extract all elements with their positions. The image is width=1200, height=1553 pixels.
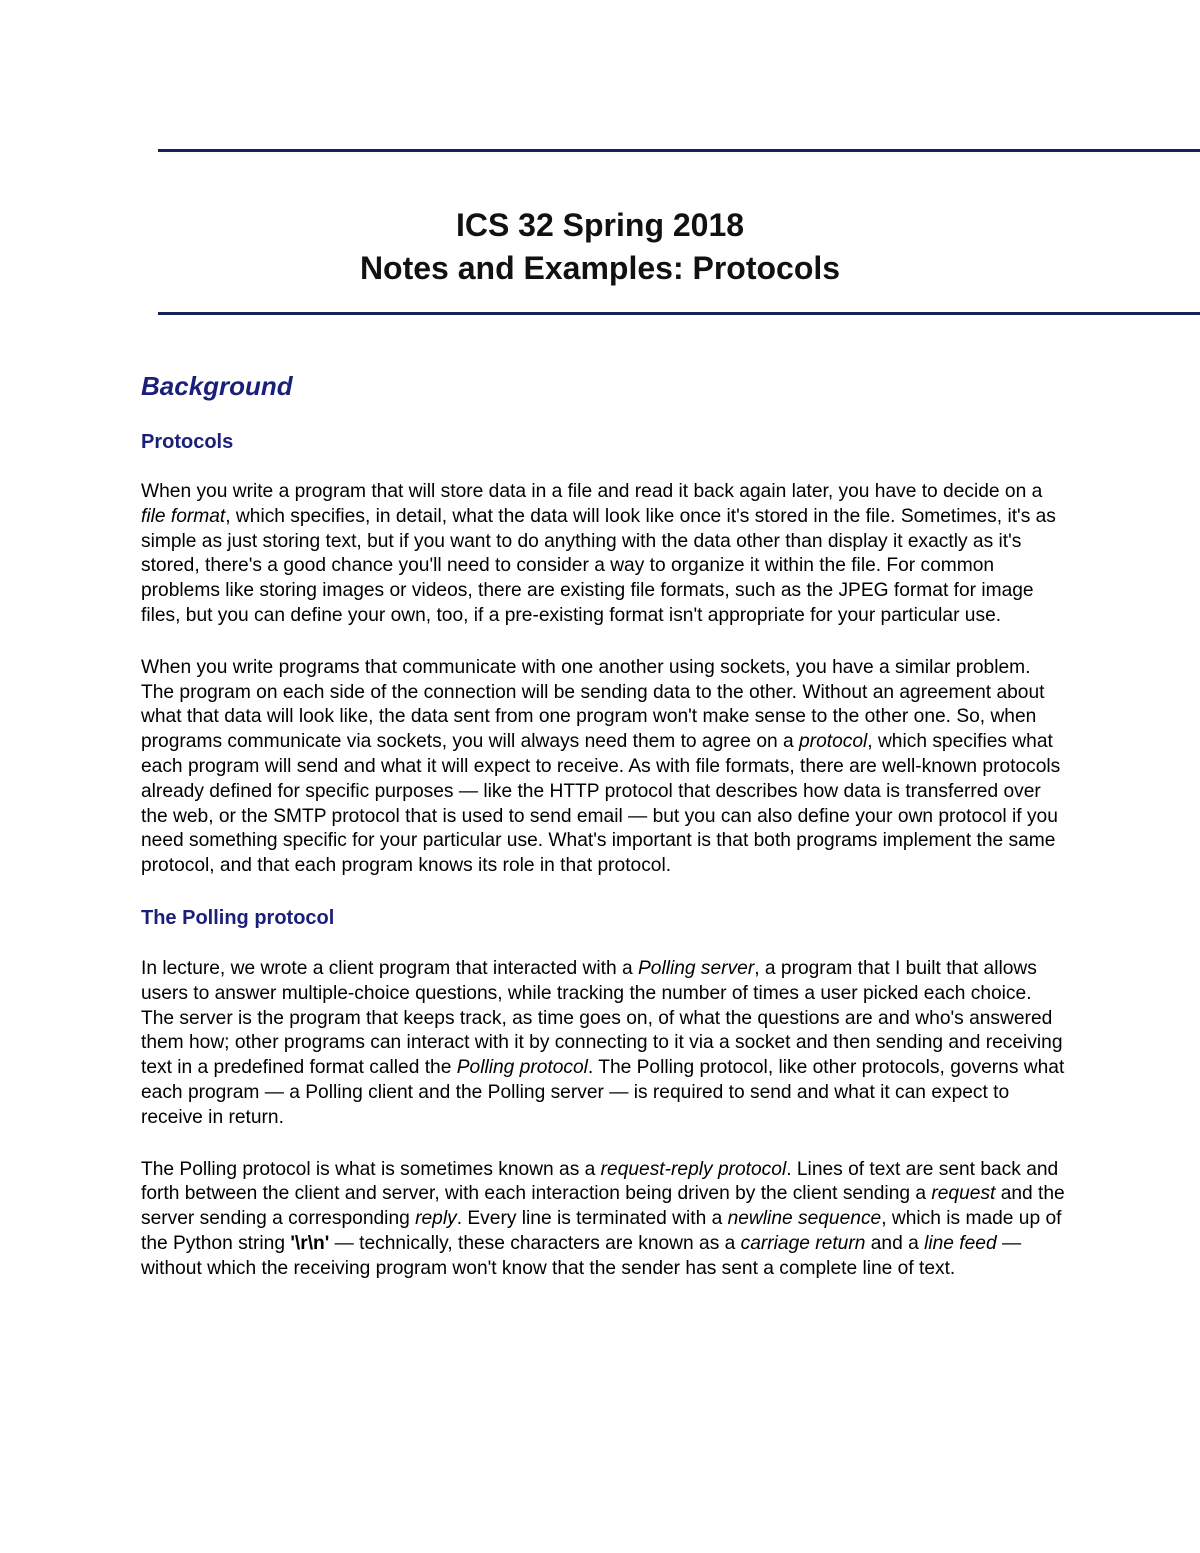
- paragraph-file-format: When you write a program that will store data in a file and read it back again later, you have to decide on a file format, which specifies, in detail, what the data will look like once it's stored in the file. Sometimes, it's as simple as just storing text, but if you want to do anything with the data other than display it exactly as it's stored, there's a good chance you'll need to consider a way to organize it within the file. For common problems like storing images or videos, there are existing file formats, such as the JPEG format for image files, but you can define your own, too, if a pre-existing format isn't appropriate for your particular use.: [141, 481, 1056, 626]
- term-request-reply-protocol: request-reply protocol: [600, 1158, 787, 1180]
- term-reply: reply: [415, 1208, 457, 1230]
- term-polling-server: Polling server: [637, 957, 755, 979]
- paragraph-request-reply: The Polling protocol is what is sometimes known as a request-reply protocol. Lines of text are sent back and forth between the client and server, with each interaction being driven by the client sending a request and the server sending a corresponding reply. Every line is terminated with a newline sequence, which is made up of the Python string '\r\n' — technically, these characters are known as a carriage return and a line feed — without which the receiving program won't know that the sender has sent a complete line of text.: [141, 1158, 1065, 1279]
- page-title-block: [0, 204, 1200, 290]
- page-title: Notes and Examples: Protocols: [359, 250, 841, 286]
- section-heading-background: Background: [141, 371, 293, 401]
- paragraph-sockets-protocol: When you write programs that communicate with one another using sockets, you have a similar problem. The program on each side of the connection will be sending data to the other. Without an agreement about what that data will look like, the data sent from one program won't make sense to the other one. So, when programs communicate via sockets, you will always need them to agree on a protocol, which specifies what each program will send and what it will expect to receive. As with file formats, there are well-known protocols already defined for specific purposes — like the HTTP protocol that describes how data is transferred over the web, or the SMTP protocol that is used to send email — but you can also define your own protocol if you need something specific for your particular use. What's important is that both programs implement the same protocol, and that each program knows its role in that protocol.: [141, 656, 1061, 877]
- term-request: request: [931, 1183, 996, 1205]
- subsection-heading-protocols: Protocols: [141, 431, 234, 453]
- course-title: ICS 32 Spring 2018: [455, 207, 745, 243]
- term-polling-protocol: Polling protocol: [456, 1057, 588, 1079]
- paragraph-polling-server: In lecture, we wrote a client program that interacted with a Polling server, a program that I built that allows users to answer multiple-choice questions, while tracking the number of times a user picked each choice. The server is the program that keeps track, as time goes on, of what the questions are and who's answered them how; other programs can interact with it by connecting to it via a socket and then sending and receiving text in a predefined format called the Polling protocol. The Polling protocol, like other protocols, governs what each program — a Polling client and the Polling server — is required to send and what it can expect to receive in return.: [141, 957, 1065, 1128]
- top-divider: [158, 149, 1200, 152]
- term-protocol: protocol: [799, 731, 868, 753]
- term-carriage-return: carriage return: [740, 1232, 866, 1254]
- term-line-feed: line feed: [924, 1232, 997, 1254]
- term-newline-sequence: newline sequence: [727, 1208, 882, 1230]
- code-newline-string: '\r\n': [290, 1232, 330, 1254]
- term-file-format: file format: [141, 505, 226, 527]
- subsection-heading-polling: The Polling protocol: [141, 906, 335, 929]
- document-body: [141, 366, 1066, 1282]
- bottom-divider: [158, 312, 1200, 315]
